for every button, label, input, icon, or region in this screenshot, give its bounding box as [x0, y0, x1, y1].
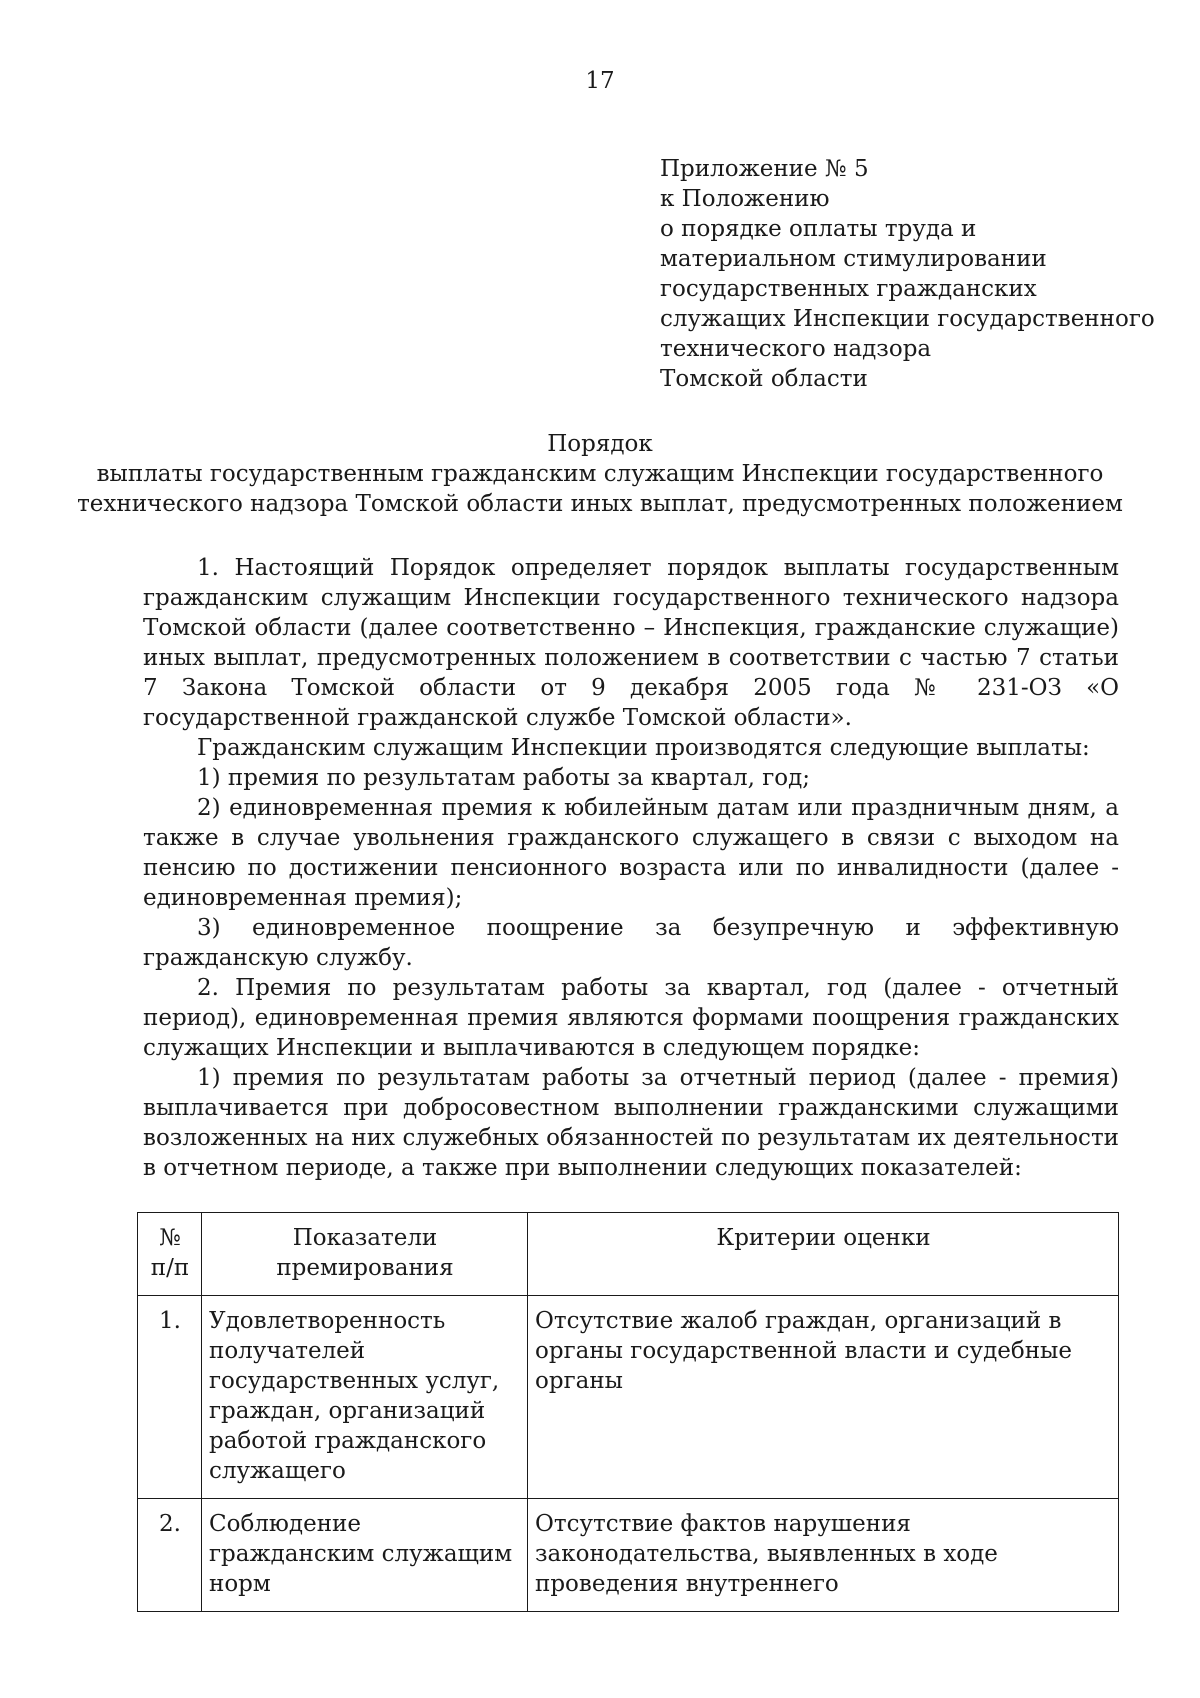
appendix-line: технического надзора: [660, 336, 932, 362]
title-subtitle-line: выплаты государственным гражданским служащим Инспекции государственного: [96, 461, 1104, 487]
title-subtitle-line: технического надзора Томской области иных выплат, предусмотренных положением: [77, 491, 1123, 517]
header-indicator: Показатели премирования: [202, 1213, 528, 1296]
row-indicator: Удовлетворенность получателей государственных услуг, граждан, организаций работой гражданского служащего: [202, 1296, 528, 1499]
header-criteria: Критерии оценки: [528, 1213, 1119, 1296]
paragraph: 2. Премия по результатам работы за квартал, год (далее - отчетный период), единовременная премия являются формами поощрения гражданских служащих Инспекции и выплачиваются в следующем порядке:: [143, 975, 1119, 1061]
document-body: [143, 553, 1119, 1183]
title-main: Порядок: [547, 431, 653, 457]
appendix-line: материальном стимулировании: [660, 246, 1047, 272]
document-title: [0, 429, 1200, 519]
header-number: № п/п: [138, 1213, 202, 1296]
appendix-line: к Положению: [660, 186, 830, 212]
appendix-line: о порядке оплаты труда и: [660, 216, 977, 242]
row-indicator: Соблюдение гражданским служащим норм: [202, 1499, 528, 1612]
paragraph: 2) единовременная премия к юбилейным датам или праздничным дням, а также в случае увольнения гражданского служащего в связи с выходом на пенсию по достижении пенсионного возраста или по инвалидности (далее - единовременная премия);: [143, 795, 1119, 911]
page-number: 17: [585, 68, 615, 94]
appendix-line: служащих Инспекции государственного: [660, 306, 1155, 332]
appendix-line: государственных гражданских: [660, 276, 1037, 302]
paragraph: Гражданским служащим Инспекции производятся следующие выплаты:: [197, 735, 1090, 761]
paragraph: 1) премия по результатам работы за отчетный период (далее - премия) выплачивается при добросовестном выполнении гражданскими служащими возложенных на них служебных обязанностей по результатам их деятельности в отчетном периоде, а также при выполнении следующих показателей:: [143, 1065, 1119, 1181]
appendix-line: Приложение № 5: [660, 156, 869, 182]
table-row: [138, 1499, 1119, 1612]
row-criteria: Отсутствие жалоб граждан, организаций в органы государственной власти и судебные органы: [528, 1296, 1119, 1499]
row-number: 2.: [138, 1499, 202, 1612]
appendix-line: Томской области: [660, 366, 868, 392]
paragraph: 1) премия по результатам работы за квартал, год;: [197, 765, 811, 791]
row-criteria: Отсутствие фактов нарушения законодательства, выявленных в ходе проведения внутреннего: [528, 1499, 1119, 1612]
row-number: 1.: [138, 1296, 202, 1499]
table-row: [138, 1296, 1119, 1499]
paragraph: 1. Настоящий Порядок определяет порядок выплаты государственным гражданским служащим Инспекции государственного технического надзора Томской области (далее соответственно – Инспекция, гражданские служащие) иных выплат, предусмотренных положением в соответствии с частью 7 статьи 7 Закона Томской области от 9 декабря 2005 года № 231-ОЗ «О государственной гражданской службе Томской области».: [143, 555, 1119, 731]
table-header-row: [138, 1213, 1119, 1296]
bonus-criteria-table: [137, 1212, 1119, 1612]
paragraph: 3) единовременное поощрение за безупречную и эффективную гражданскую службу.: [143, 915, 1119, 971]
appendix-block: [660, 154, 1180, 394]
